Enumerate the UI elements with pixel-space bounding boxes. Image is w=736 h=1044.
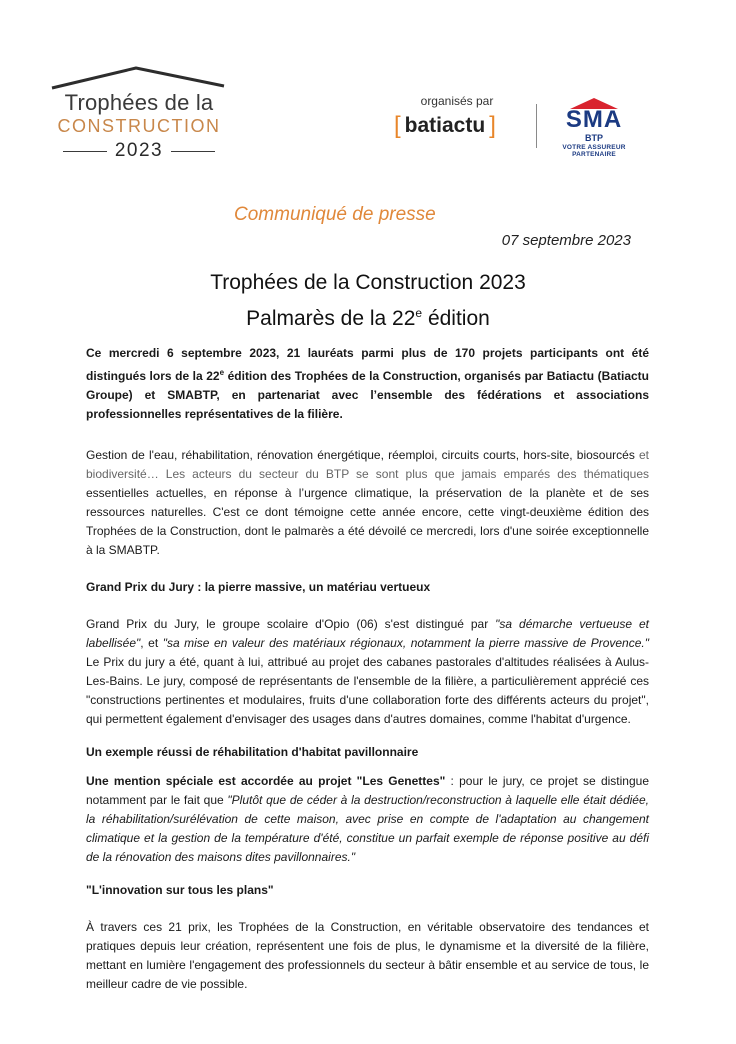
title-line2 (0, 298, 736, 334)
s2-quote: "Plutôt que de céder à la destruction/reconstruction à laquelle elle était dédiée, la réhabilitation/surélévation de cette maison, avec prise en compte de l'adaptation au changement climatique et la gestion de la température d'été, constitue un parfait exemple de réponse positive au défi de la rénovation des maisons dites pavillonnaires." (86, 793, 649, 864)
page-title (0, 268, 736, 334)
section1-heading: Grand Prix du Jury : la pierre massive, un matériau vertueux (86, 580, 431, 594)
s1-quote1: "sa démarche vertueuse et labellisée" (86, 617, 649, 650)
lead-paragraph (86, 344, 649, 424)
roof-icon (50, 64, 226, 90)
title-line2-sup: e (415, 306, 423, 320)
lead-part1: Ce mercredi 6 septembre 2023, 21 lauréats parmi plus de 170 projets participants ont été distingués lors de la 22 (86, 346, 649, 383)
press-release-label: Communiqué de presse (234, 204, 436, 225)
sma-tagline: VOTRE ASSUREUR PARTENAIRE (562, 144, 626, 158)
batiactu-wordmark: batiactu (404, 114, 486, 137)
logo-year: 2023 (114, 140, 164, 161)
s1-part-b: , et (140, 636, 163, 650)
article-body (86, 344, 649, 994)
sma-wordmark: SMA (565, 106, 623, 133)
release-date: 07 septembre 2023 (501, 232, 631, 249)
lead-part2: édition des Trophées de la Construction, organisés par Batiactu (Batiactu Groupe) et SMABTP, en partenariat avec l’ensemble des fédérations et associations professionnelles représentatives de la filière. (86, 369, 649, 421)
s2-bold: Une mention spéciale est accordée au projet "Les Genettes" (86, 774, 446, 788)
logo-dash-left (63, 151, 107, 152)
section2-paragraph (86, 772, 649, 867)
title-line2-post: édition (422, 307, 490, 330)
s2-part-a: : pour le jury, ce projet se distingue notamment par le fait que (86, 774, 649, 807)
sma-btp-label: BTP (585, 133, 603, 143)
intro-gray: et biodiversité… Les acteurs du secteur du BTP se sont plus que jamais emparés des thématiques (86, 448, 649, 481)
title-line1: Trophées de la Construction 2023 (210, 271, 526, 294)
bracket-close: ] (489, 112, 496, 139)
logo-line2: CONSTRUCTION (57, 116, 221, 136)
lead-sup: e (219, 368, 225, 377)
intro-part2: essentielles actuelles, en réponse à l’urgence climatique, la préservation de la planète et de ses ressources naturelles. C'est ce dont témoigne cette année encore, cette vingt-deuxième édition des Trophées de la Construction, dont le palmarès a été dévoilé ce mercredi, lors d'une soirée exceptionnelle à la SMABTP. (86, 486, 649, 557)
section3-paragraph: À travers ces 21 prix, les Trophées de la Construction, en véritable observatoire des tendances et pratiques depuis leur création, représentent une fois de plus, le dynamisme et la diversité de la filière, mettant en lumière l'engagement des professionnels du secteur à bâtir ensemble et au service de tous, le meilleur cadre de vie possible. (86, 920, 649, 991)
logo-dash-right (171, 151, 215, 152)
trophees-logo (40, 64, 235, 164)
s1-part-a: Grand Prix du Jury, le groupe scolaire d'Opio (06) s'est distingué par (86, 617, 496, 631)
smabtp-logo (544, 96, 644, 158)
title-line2-pre: Palmarès de la 22 (246, 307, 416, 330)
bracket-open: [ (394, 112, 401, 139)
intro-part1: Gestion de l'eau, réhabilitation, rénovation énergétique, réemploi, circuits courts, hors-site, biosourcés (86, 448, 639, 462)
batiactu-logo (394, 112, 514, 140)
intro-paragraph (86, 446, 649, 560)
organizers-block (394, 94, 514, 140)
organizers-label: organisés par (420, 94, 494, 108)
s1-part-c: Le Prix du jury a été, quant à lui, attribué au projet des cabanes pastorales d'altitudes réalisées à Aulus-Les-Bains. Le jury, composé de représentants de l'ensemble de la filière, a particulièrement apprécié ces "constructions pertinentes et modulaires, fruits d'une collaboration forte des différents acteurs du projet", qui permettent également d'envisager des usages dans d'autres domaines, comme l'habitat d'urgence. (86, 655, 649, 726)
section2-heading: Un exemple réussi de réhabilitation d'habitat pavillonnaire (86, 745, 419, 759)
logo-year-row (46, 140, 232, 162)
section3-heading: "L'innovation sur tous les plans" (86, 883, 274, 897)
logo-line1: Trophées de la (64, 90, 214, 115)
section1-paragraph (86, 615, 649, 729)
logo-separator (536, 104, 537, 148)
s1-quote2: "sa mise en valeur des matériaux régionaux, notamment la pierre massive de Provence." (162, 636, 650, 650)
